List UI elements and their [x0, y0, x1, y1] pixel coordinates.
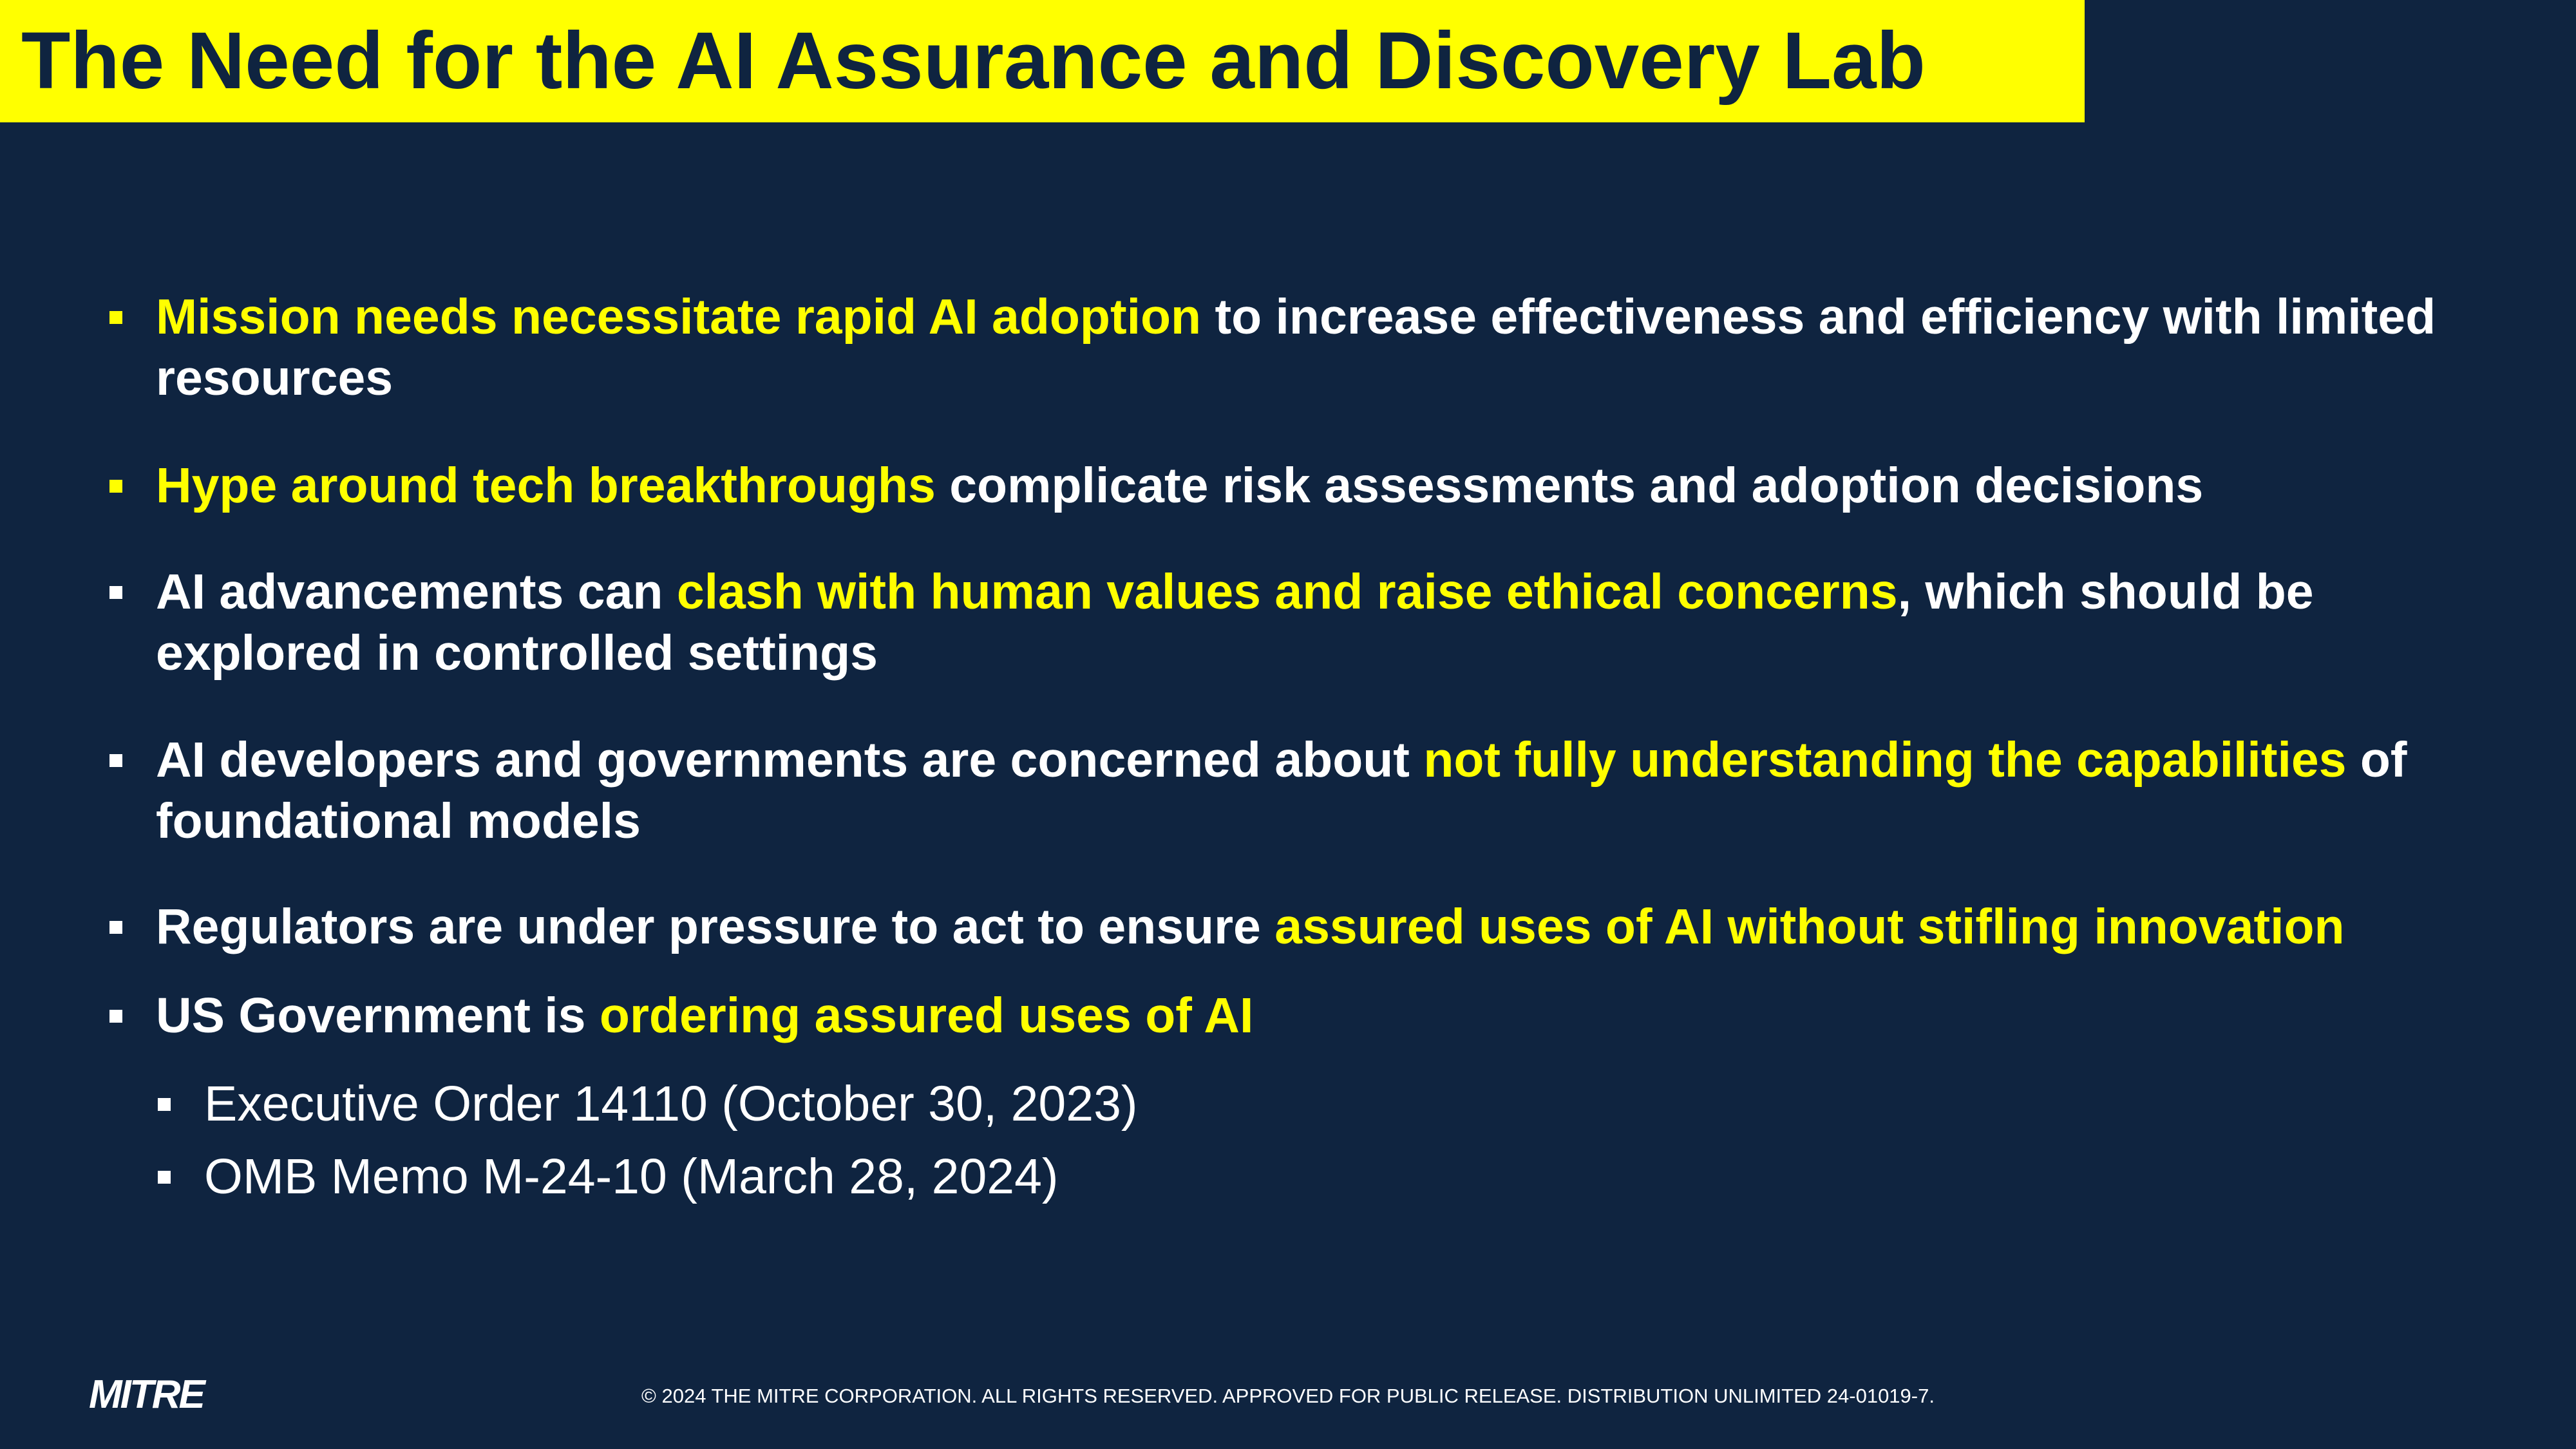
bullet-rest: to increase effectiveness and efficiency with limited resources	[156, 289, 2436, 406]
bullet-text	[156, 985, 2474, 1046]
square-bullet-icon	[109, 311, 122, 324]
bullet-rest: complicate risk assessments and adoption decisions	[935, 458, 2204, 513]
bullet-pre: Regulators are under pressure to act to ensure	[156, 899, 1275, 954]
square-bullet-icon	[109, 1010, 122, 1023]
square-bullet-icon	[109, 754, 122, 767]
bullet-text	[156, 562, 2474, 684]
bullet-highlight: clash with human values and raise ethical concerns	[676, 564, 1898, 620]
square-bullet-icon	[158, 1098, 171, 1111]
bullet-pre: US Government is	[156, 988, 600, 1043]
bullet-text	[156, 896, 2474, 958]
bullet-highlight: Hype around tech breakthroughs	[156, 458, 936, 513]
bullet-rest: , which should be explored in controlled settings	[156, 564, 2314, 681]
bullet-highlight: not fully understanding the capabilities	[1423, 732, 2347, 788]
square-bullet-icon	[158, 1171, 171, 1184]
bullet-rest: of foundational models	[156, 732, 2407, 849]
bullet-highlight: assured uses of AI without stifling innovation	[1274, 899, 2345, 954]
mitre-logo: MITRE	[89, 1372, 204, 1417]
bullet-text	[156, 287, 2474, 409]
footer-text: © 2024 THE MITRE CORPORATION. ALL RIGHTS RESERVED. APPROVED FOR PUBLIC RELEASE. DISTRIBUTION UNLIMITED 24-01019-7.	[641, 1385, 1935, 1407]
bullet-text	[156, 730, 2474, 852]
slide-title: The Need for the AI Assurance and Discovery Lab	[21, 16, 1926, 106]
square-bullet-icon	[109, 480, 122, 493]
footer-copyright	[0, 1385, 2576, 1408]
bullet-text	[156, 455, 2474, 516]
sub-bullet-text: OMB Memo M-24-10 (March 28, 2024)	[204, 1149, 1059, 1204]
bullet-pre: AI advancements can	[156, 564, 677, 620]
square-bullet-icon	[109, 586, 122, 599]
bullet-highlight: ordering assured uses of AI	[599, 988, 1254, 1043]
title-banner	[0, 0, 2085, 122]
bullet-pre: AI developers and governments are concerned about	[156, 732, 1424, 788]
square-bullet-icon	[109, 921, 122, 934]
sub-bullet-text: Executive Order 14110 (October 30, 2023)	[204, 1076, 1138, 1132]
bullet-highlight: Mission needs necessitate rapid AI adoption	[156, 289, 1202, 345]
